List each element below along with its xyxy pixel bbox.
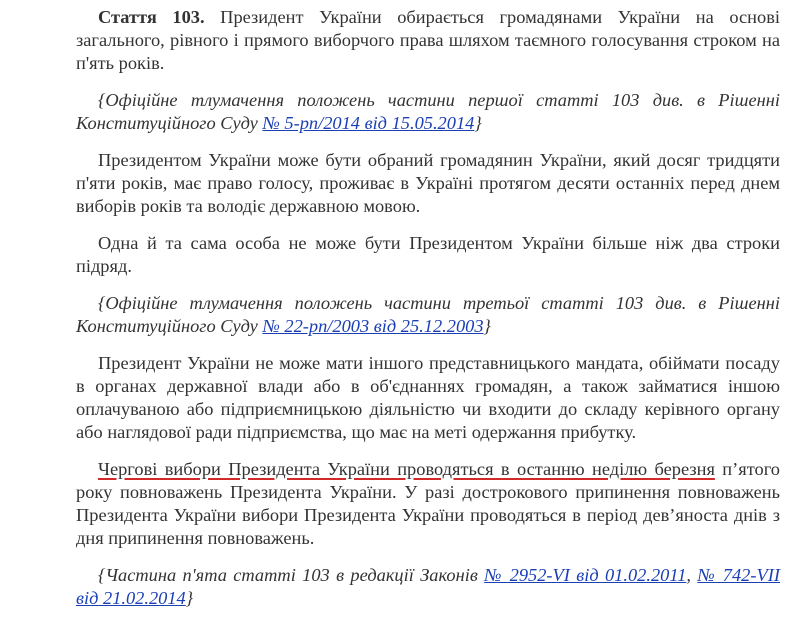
law-link-2952-vi[interactable]: № 2952-VI від 01.02.2011 xyxy=(484,565,687,585)
official-interpretation-note-1 xyxy=(76,89,780,135)
highlighted-election-date-text: Чергові вибори Президента України проводяться в останню неділю березня xyxy=(98,459,715,479)
article-paragraph-1 xyxy=(76,6,780,75)
amendment-note xyxy=(76,564,780,610)
note-2-suffix: } xyxy=(483,316,491,336)
note-2-prefix: {Офіційне тлумачення положень частини третьої статті 103 див. в Рішенні Конституційного Суду xyxy=(76,293,780,336)
article-paragraph-4: Президент України не може мати іншого представницького мандата, обіймати посаду в органах державної влади або в об'єднаннях громадян, а також займатися іншою оплачуваною або підприємницькою діяльністю чи входити до складу керівного органу або наглядової ради підприємства, що має на меті одержання прибутку. xyxy=(76,353,780,442)
note-3-prefix: {Частина п'ята статті 103 в редакції Законів xyxy=(98,565,485,585)
document-page xyxy=(76,6,780,624)
decision-link-22-rp-2003[interactable]: № 22-рп/2003 від 25.12.2003 xyxy=(262,316,484,336)
official-interpretation-note-2 xyxy=(76,292,780,338)
article-paragraph-5 xyxy=(76,458,780,550)
article-text-1: Президент України обирається громадянами України на основі загального, рівного і прямого виборчого права шляхом таємного голосування строком на п'ять років. xyxy=(76,7,780,73)
article-title: Стаття 103. xyxy=(98,7,205,27)
decision-link-5-rp-2014[interactable]: № 5-рп/2014 від 15.05.2014 xyxy=(262,113,475,133)
article-paragraph-3: Одна й та сама особа не може бути Президентом України більше ніж два строки підряд. xyxy=(76,233,780,276)
article-paragraph-2: Президентом України може бути обраний громадянин України, який досяг тридцяти п'яти років, має право голосу, проживає в Україні протягом десяти останніх перед днем виборів років та володіє державною мовою. xyxy=(76,150,780,216)
article-text-5-rest: п’ятого року повноважень Президента України. У разі дострокового припинення повноважень Президента України вибори Президента України проводяться в період дев’яноста днів з дня припинення повноважень. xyxy=(76,459,781,548)
note-1-prefix: {Офіційне тлумачення положень частини першої статті 103 див. в Рішенні Конституційного Суду xyxy=(76,90,780,133)
law-link-742-vii[interactable]: № 742-VII від 21.02.2014 xyxy=(76,565,780,608)
note-3-suffix: } xyxy=(185,588,194,608)
note-3-separator: , xyxy=(686,565,698,585)
note-1-suffix: } xyxy=(474,113,482,133)
